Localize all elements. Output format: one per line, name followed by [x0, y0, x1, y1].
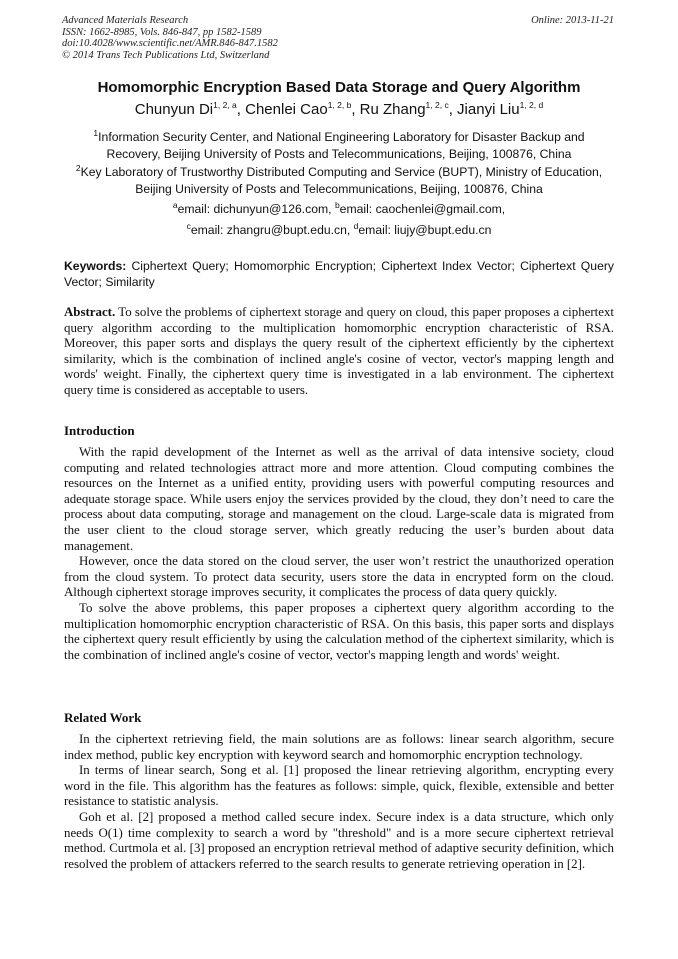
- journal-copyright: © 2014 Trans Tech Publications Ltd, Switzerland: [62, 49, 270, 61]
- journal-doi: doi:10.4028/www.scientific.net/AMR.846-847.1582: [62, 38, 278, 49]
- email-address: email: zhangru@bupt.edu.cn,: [190, 223, 354, 237]
- journal-issn: ISSN: 1662-8985, Vols. 846-847, pp 1582-1589: [62, 26, 262, 38]
- author-sup: 1, 2, c: [425, 100, 449, 110]
- affiliation-line: Recovery, Beijing University of Posts and Telecommunications, Beijing, 100876, China: [106, 147, 572, 161]
- keywords-label: Keywords:: [64, 259, 127, 273]
- journal-header: [62, 15, 278, 61]
- related-work-section: [64, 710, 614, 872]
- email-sup: a: [172, 199, 178, 210]
- affiliation-1: [60, 129, 618, 163]
- affiliation-line: Key Laboratory of Trustworthy Distributed Computing and Service (BUPT), Ministry of Education,: [80, 165, 603, 179]
- abstract-text: To solve the problems of ciphertext storage and query on cloud, this paper proposes a ciphertext query algorithm according to the multiplication homomorphic encryption characteristic of RSA. Moreover, this paper sorts and displays the query result of the ciphertext efficiently by the ciphertext similarity, which is the combination of inclined angle's cosine of vector, vector's mapping length and words' weight. Finally, the ciphertext query time is investigated in a lab environment. The ciphertext query time is considered as acceptable to users.: [64, 305, 614, 397]
- paragraph: In the ciphertext retrieving field, the main solutions are as follows: linear search algorithm, secure index method, public key encryption with keyword search and homomorphic encryption technology.: [64, 732, 614, 762]
- paragraph: With the rapid development of the Internet as well as the arrival of data intensive society, cloud computing and related technologies attract more and more attention. Cloud computing combines the resources on the Internet as a unified entity, providing users with powerful computing resources and adequate storage space. While users enjoy the services provided by the cloud, they don’t need to care the process about data computing, storage and management on the cloud. Large-scale data is migrated from the user client to the cloud storage server, which greatly reducing the user’s burden about data management.: [64, 445, 614, 553]
- affiliation-line: Beijing University of Posts and Telecommunications, Beijing, 100876, China: [135, 182, 543, 196]
- affiliation-sup: 1: [93, 127, 99, 138]
- section-heading: Introduction: [64, 423, 135, 438]
- author-name: Jianyi Liu: [457, 101, 520, 118]
- author-sup: 1, 2, b: [327, 100, 352, 110]
- email-sup: c: [186, 220, 191, 231]
- keywords-block: [64, 258, 614, 290]
- email-address: email: caochenlei@gmail.com,: [339, 202, 506, 216]
- author-separator: ,: [236, 101, 246, 118]
- email-address: email: dichunyun@126.com,: [177, 202, 335, 216]
- author-list: [40, 100, 638, 120]
- section-heading: Related Work: [64, 710, 142, 725]
- affiliation-sup: 2: [75, 162, 81, 173]
- introduction-section: [64, 423, 614, 663]
- paragraph: In terms of linear search, Song et al. [1] proposed the linear retrieving algorithm, encrypting every word in the file. This algorithm has the features as follows: simple, quick, flexible, extensible and better resistance to statistic analysis.: [64, 763, 614, 809]
- author-separator: ,: [351, 101, 360, 118]
- abstract-label: Abstract.: [64, 305, 116, 319]
- affiliation-2: [60, 164, 618, 198]
- affiliation-line: Information Security Center, and National Engineering Laboratory for Disaster Backup and: [98, 130, 585, 144]
- author-name: Chenlei Cao: [245, 101, 328, 118]
- paragraph: However, once the data stored on the cloud server, the user won’t restrict the unauthorized operation from the cloud system. To protect data security, users store the data in encrypted form on the cloud. Although ciphertext storage improves security, it complicates the process of data query quickly.: [64, 554, 614, 600]
- keywords-text: Ciphertext Query; Homomorphic Encryption; Ciphertext Index Vector; Ciphertext Query Vector; Similarity: [64, 259, 614, 289]
- author-sup: 1, 2, d: [519, 100, 544, 110]
- email-sup: b: [334, 199, 340, 210]
- paragraph: To solve the above problems, this paper proposes a ciphertext query algorithm according to the multiplication homomorphic encryption characteristic of RSA. On this basis, this paper sorts and displays the ciphertext query result efficiently by using the calculation method of the ciphertext similarity, which is the combination of inclined angle's cosine of vector, vector's mapping length and words' weight.: [64, 600, 614, 662]
- abstract-block: [64, 305, 614, 399]
- email-address: email: liujy@bupt.edu.cn: [358, 223, 492, 237]
- paragraph: Goh et al. [2] proposed a method called secure index. Secure index is a data structure, which only needs O(1) time complexity to search a word by "threshold" and is a more secure ciphertext retrieval method. Curtmola et al. [3] proposed an encryption retrieval method of adaptive security definition, which resolved the problem of attackers referred to the search results to generate retrieving operation in [2].: [64, 809, 614, 871]
- paper-title: Homomorphic Encryption Based Data Storage and Query Algorithm: [97, 79, 581, 96]
- author-separator: ,: [448, 101, 458, 118]
- author-name: Chunyun Di: [134, 101, 214, 118]
- author-name: Ru Zhang: [359, 101, 426, 118]
- author-sup: 1, 2, a: [213, 100, 237, 110]
- journal-name: Advanced Materials Research: [62, 15, 189, 26]
- online-date: Online: 2013-11-21: [531, 15, 614, 26]
- email-sup: d: [353, 220, 359, 231]
- email-line-1: [60, 201, 618, 218]
- email-line-2: [60, 222, 618, 239]
